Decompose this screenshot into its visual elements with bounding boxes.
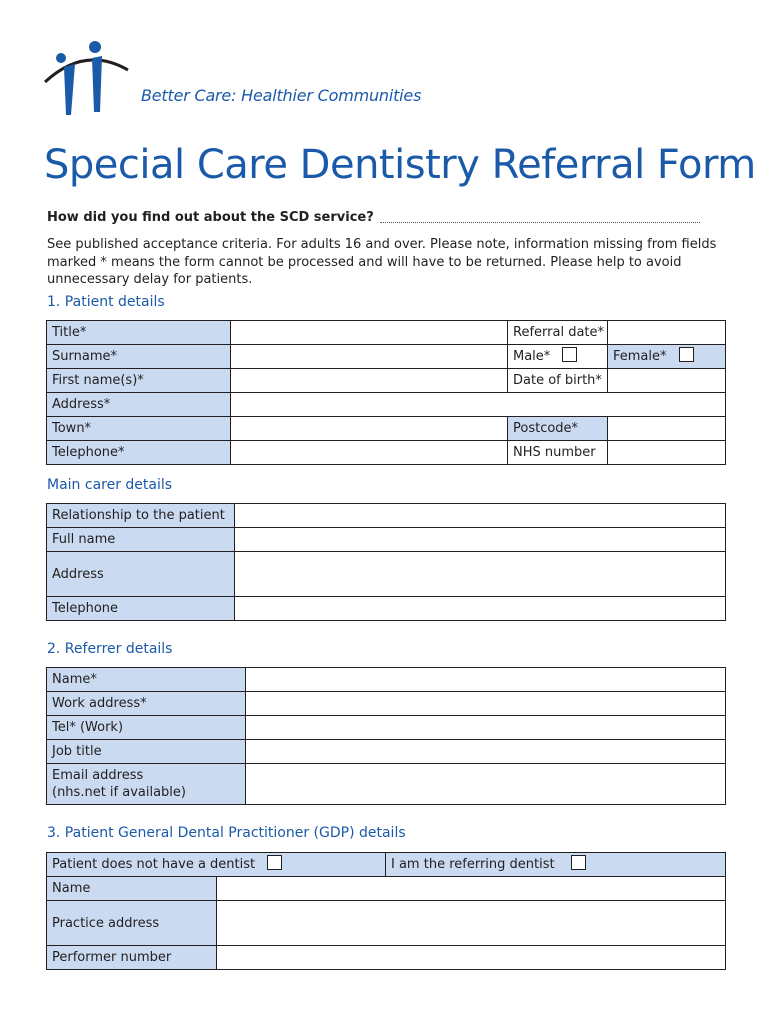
title-field[interactable]	[231, 321, 508, 345]
carer-details-heading: Main carer details	[47, 477, 173, 493]
male-cell	[508, 345, 608, 369]
patient-row	[47, 321, 726, 345]
carer-full-name-label: Full name	[47, 528, 235, 552]
nhs-number-field[interactable]	[608, 441, 726, 465]
referring-dentist-cell	[386, 853, 726, 877]
referrer-name-field[interactable]	[246, 668, 726, 692]
surname-label: Surname*	[47, 345, 231, 369]
work-address-label: Work address*	[47, 692, 246, 716]
title-label: Title*	[47, 321, 231, 345]
gdp-details-table	[46, 852, 726, 970]
referring-dentist-label: I am the referring dentist	[391, 857, 555, 872]
female-label: Female*	[613, 349, 667, 364]
patient-row	[47, 441, 726, 465]
carer-full-name-field[interactable]	[235, 528, 726, 552]
email-label-line1: Email address	[52, 768, 144, 783]
job-title-field[interactable]	[246, 740, 726, 764]
referrer-details-table	[46, 667, 726, 805]
gdp-name-field[interactable]	[217, 877, 726, 901]
telephone-label: Telephone*	[47, 441, 231, 465]
work-tel-label: Tel* (Work)	[47, 716, 246, 740]
address-field[interactable]	[231, 393, 726, 417]
referrer-row	[47, 668, 726, 692]
page-title: Special Care Dentistry Referral Form	[44, 142, 756, 188]
gdp-row	[47, 901, 726, 946]
male-label: Male*	[513, 349, 551, 364]
referral-source-answer-line[interactable]	[380, 222, 700, 223]
patient-row	[47, 369, 726, 393]
dob-field[interactable]	[608, 369, 726, 393]
work-tel-field[interactable]	[246, 716, 726, 740]
referrer-details-heading: 2. Referrer details	[47, 641, 173, 657]
logo	[40, 40, 135, 115]
gdp-name-label: Name	[47, 877, 217, 901]
performer-number-label: Performer number	[47, 946, 217, 970]
carer-row	[47, 597, 726, 621]
relationship-field[interactable]	[235, 504, 726, 528]
carer-telephone-field[interactable]	[235, 597, 726, 621]
no-dentist-label: Patient does not have a dentist	[52, 857, 256, 872]
female-cell	[608, 345, 726, 369]
tagline: Better Care: Healthier Communities	[141, 86, 422, 105]
job-title-label: Job title	[47, 740, 246, 764]
no-dentist-cell	[47, 853, 386, 877]
referral-date-field[interactable]	[608, 321, 726, 345]
patient-details-table	[46, 320, 726, 465]
male-checkbox[interactable]	[562, 347, 577, 362]
postcode-label: Postcode*	[508, 417, 608, 441]
referrer-name-label: Name*	[47, 668, 246, 692]
carer-row	[47, 552, 726, 597]
no-dentist-checkbox[interactable]	[267, 855, 282, 870]
email-label-line2: (nhs.net if available)	[52, 785, 186, 800]
gdp-details-heading: 3. Patient General Dental Practitioner (GDP) details	[47, 825, 406, 841]
carer-address-field[interactable]	[235, 552, 726, 597]
patient-row	[47, 393, 726, 417]
work-address-field[interactable]	[246, 692, 726, 716]
practice-address-field[interactable]	[217, 901, 726, 946]
town-label: Town*	[47, 417, 231, 441]
referral-source-question: How did you find out about the SCD service?	[47, 210, 374, 225]
telephone-field[interactable]	[231, 441, 508, 465]
relationship-label: Relationship to the patient	[47, 504, 235, 528]
referring-dentist-checkbox[interactable]	[571, 855, 586, 870]
carer-telephone-label: Telephone	[47, 597, 235, 621]
carer-details-table	[46, 503, 726, 621]
address-label: Address*	[47, 393, 231, 417]
female-checkbox[interactable]	[679, 347, 694, 362]
intro-paragraph: See published acceptance criteria. For adults 16 and over. Please note, information missing from fields marked * means the form cannot be processed and will have to be returned. Please help to avoid unnecessary delay for patients.	[47, 237, 717, 287]
gdp-row	[47, 946, 726, 970]
town-field[interactable]	[231, 417, 508, 441]
referrer-row	[47, 692, 726, 716]
gdp-row	[47, 853, 726, 877]
practice-address-label: Practice address	[47, 901, 217, 946]
email-label	[47, 764, 246, 805]
carer-address-label: Address	[47, 552, 235, 597]
referral-date-label: Referral date*	[508, 321, 608, 345]
nhs-number-label: NHS number	[508, 441, 608, 465]
patient-details-heading: 1. Patient details	[47, 294, 165, 310]
performer-number-field[interactable]	[217, 946, 726, 970]
patient-row	[47, 417, 726, 441]
referrer-row	[47, 740, 726, 764]
referrer-row	[47, 764, 726, 805]
carer-row	[47, 528, 726, 552]
surname-field[interactable]	[231, 345, 508, 369]
first-name-label: First name(s)*	[47, 369, 231, 393]
postcode-field[interactable]	[608, 417, 726, 441]
referrer-row	[47, 716, 726, 740]
first-name-field[interactable]	[231, 369, 508, 393]
dob-label: Date of birth*	[508, 369, 608, 393]
gdp-row	[47, 877, 726, 901]
patient-row	[47, 345, 726, 369]
email-field[interactable]	[246, 764, 726, 805]
carer-row	[47, 504, 726, 528]
